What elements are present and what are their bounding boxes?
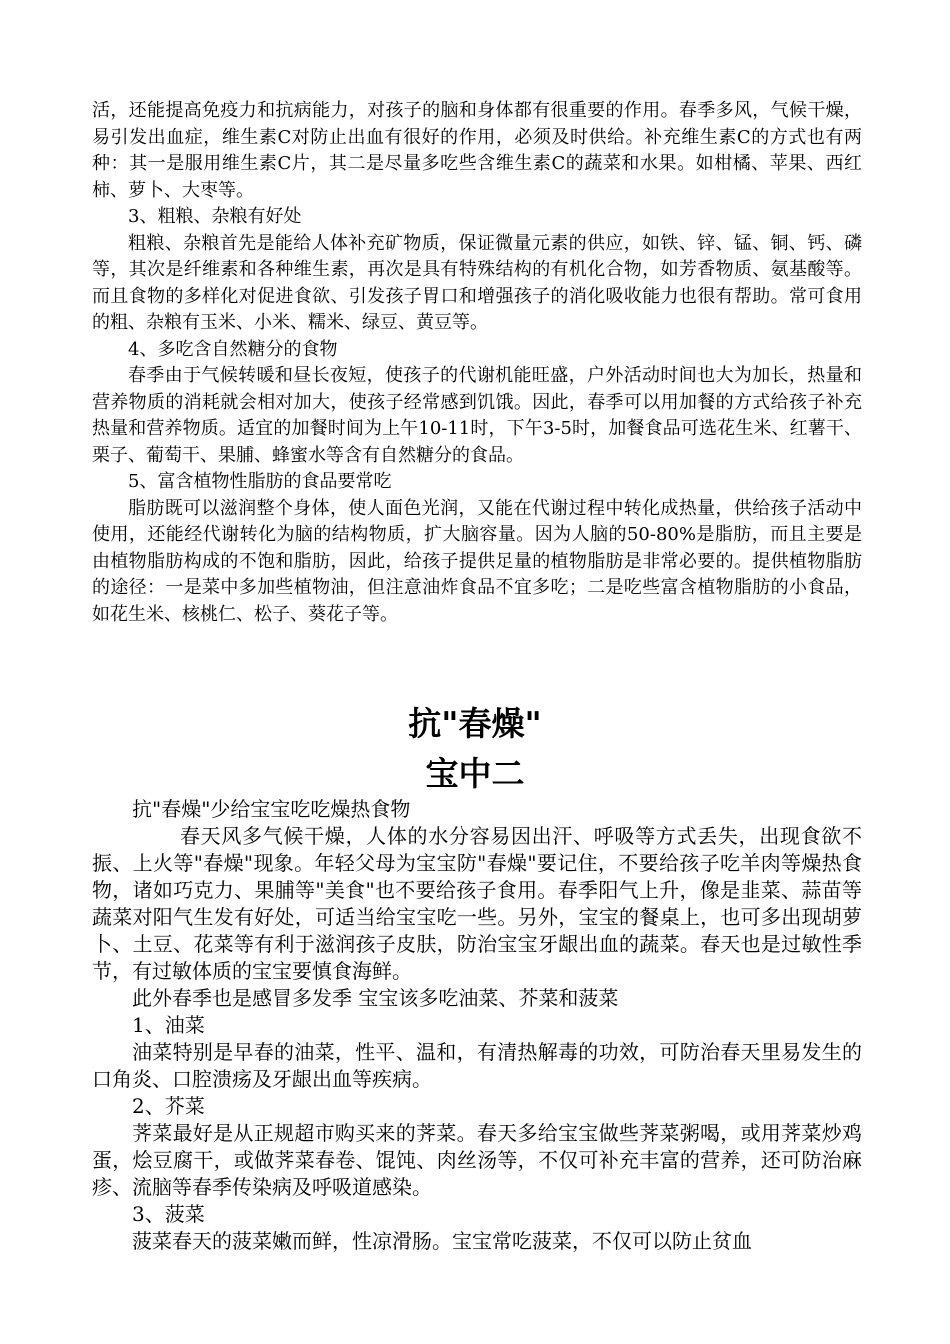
title-line-1: 抗"春燥" [408,704,542,743]
paragraph-cold-season-vegetables: 此外春季也是感冒多发季 宝宝该多吃油菜、芥菜和菠菜 [132,986,619,1010]
paragraph-vitamin-c: 活，还能提高免疫力和抗病能力，对孩子的脑和身体都有很重要的作用。春季多风，气候干燥，易引发出血症，维生素C对防止出血有很好的作用，必须及时供给。补充维生素C的方式也有两种：其一是服用维生素C片，其二是尽量多吃些含维生素C的蔬菜和水果。如柑橘、苹果、西红柿、萝卜、大枣等。 [92,100,862,201]
paragraph-coarse-grains: 粗粮、杂粮首先是能给人体补充矿物质，保证微量元素的供应，如铁、锌、锰、铜、钙、磷等，其次是纤维素和各种维生素，再次是具有特殊结构的有机化合物，如芳香物质、氨基酸等。而且食物的多样化对促进食欲、引发孩子胃口和增强孩子的消化吸收能力也很有帮助。常可食用的粗、杂粮有玉米、小米、糯米、绿豆、黄豆等。 [92,232,862,333]
heading-spinach: 3、菠菜 [132,1202,205,1226]
paragraph-rapeseed: 油菜特别是早春的油菜，性平、温和，有清热解毒的功效，可防治春天里易发生的口角炎、口腔溃疡及牙龈出血等疾病。 [92,1040,862,1091]
title-line-2: 宝中二 [425,754,525,793]
heading-mustard: 2、芥菜 [132,1094,205,1118]
paragraph-spinach: 菠菜春天的菠菜嫩而鲜，性凉滑肠。宝宝常吃菠菜，不仅可以防止贫血 [132,1229,752,1253]
paragraph-natural-sugar: 春季由于气候转暖和昼长夜短，使孩子的代谢机能旺盛，户外活动时间也大为加长，热量和营养物质的消耗就会相对加大，使孩子经常感到饥饿。因此，春季可以用加餐的方式给孩子补充热量和营养物质。适宜的加餐时间为上午10-11时，下午3-5时，加餐食品可选花生米、红薯干、栗子、葡萄干、果脯、蜂蜜水等含有自然糖分的食品。 [92,365,862,466]
paragraph-shepherds-purse: 荠菜最好是从正规超市购买来的荠菜。春天多给宝宝做些荠菜粥喝，或用荠菜炒鸡蛋，烩豆腐干，或做荠菜春卷、馄饨、肉丝汤等，不仅可补充丰富的营养，还可防治麻疹、流脑等春季传染病及呼吸道感染。 [92,1121,862,1199]
paragraph-plant-fat: 脂肪既可以滋润整个身体，使人面色光润，又能在代谢过程中转化成热量，供给孩子活动中使用，还能经代谢转化为脑的结构物质，扩大脑容量。因为人脑的50-80%是脂肪，而且主要是由植物脂肪构成的不饱和脂肪，因此，给孩子提供足量的植物脂肪是非常必要的。提供植物脂肪的途径：一是菜中多加些植物油，但注意油炸食品不宜多吃；二是吃些富含植物脂肪的小食品，如花生米、核桃仁、松子、葵花子等。 [92,497,862,625]
heading-plant-fat: 5、富含植物性脂肪的食品要常吃 [128,471,392,492]
paragraph-spring-dryness: 春天风多气候干燥，人体的水分容易因出汗、呼吸等方式丢失，出现食欲不振、上火等"春燥"现象。年轻父母为宝宝防"春燥"要记住，不要给孩子吃羊肉等燥热食物，诸如巧克力、果脯等"美食"也不要给孩子食用。春季阳气上升，像是韭菜、蒜苗等蔬菜对阳气生发有好处，可适当给宝宝吃一些。另外，宝宝的餐桌上，也可多出现胡萝卜、土豆、花菜等有利于滋润孩子皮肤，防治宝宝牙龈出血的蔬菜。春天也是过敏性季节，有过敏体质的宝宝要慎食海鲜。 [92,824,862,983]
section-anti-spring-dryness [92,796,862,1255]
heading-rapeseed: 1、油菜 [132,1013,205,1037]
heading-natural-sugar: 4、多吃含自然糖分的食物 [128,338,338,360]
section-spring-nutrition [92,98,862,628]
subtitle-avoid-hot-food: 抗"春燥"少给宝宝吃吃燥热食物 [132,797,411,821]
heading-coarse-grains: 3、粗粮、杂粮有好处 [128,206,302,227]
